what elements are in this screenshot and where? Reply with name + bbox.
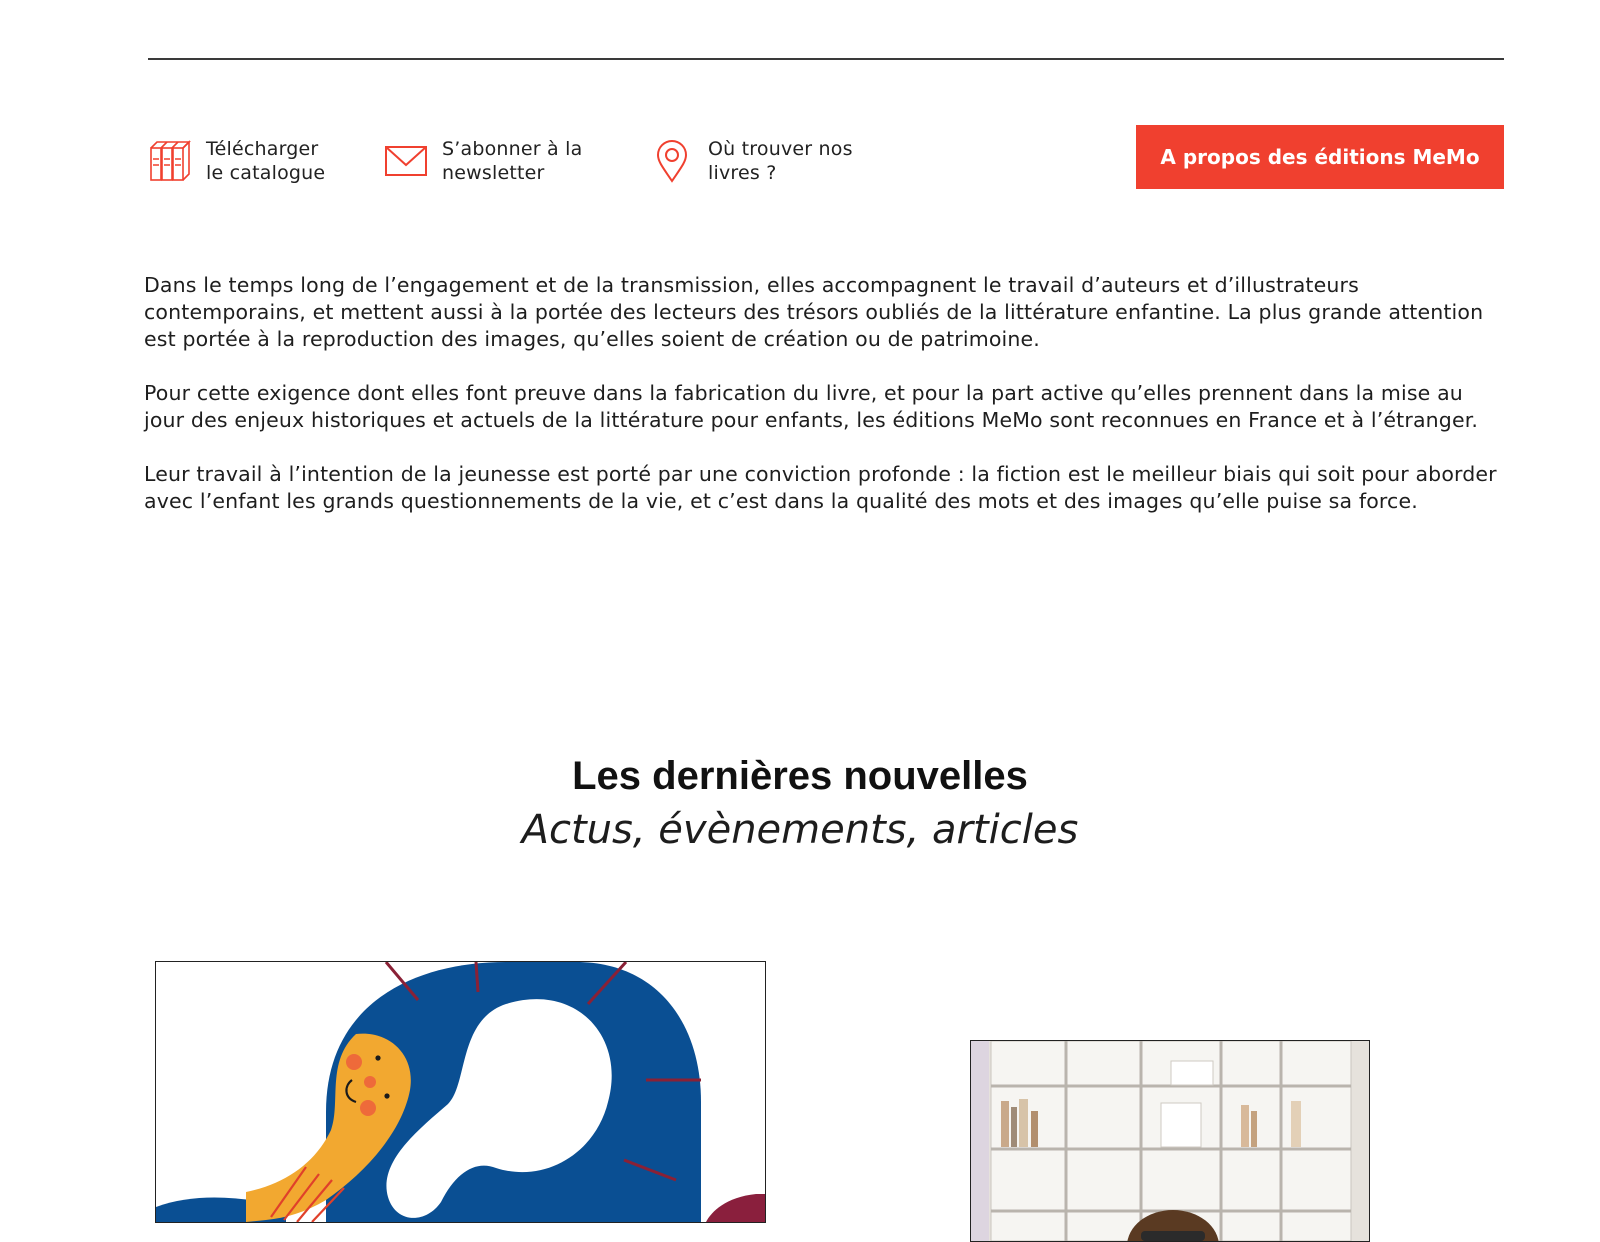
news-subtitle: Actus, évènements, articles bbox=[521, 807, 1079, 853]
newsletter-line2: newsletter bbox=[442, 162, 545, 184]
newsletter-subscribe-link[interactable] bbox=[384, 137, 582, 185]
quick-links-row bbox=[148, 125, 1504, 189]
download-catalogue-link[interactable] bbox=[148, 137, 325, 185]
download-catalogue-line1: Télécharger bbox=[206, 138, 319, 160]
newsletter-label bbox=[442, 137, 582, 185]
books-icon bbox=[148, 139, 192, 183]
news-title: Les dernières nouvelles bbox=[572, 754, 1028, 798]
news-card-photo[interactable] bbox=[970, 1040, 1370, 1242]
about-text bbox=[144, 272, 1504, 542]
where-to-buy-line1: Où trouver nos bbox=[708, 138, 853, 160]
news-section-header bbox=[0, 752, 1600, 858]
download-catalogue-label bbox=[206, 137, 325, 185]
download-catalogue-line2: le catalogue bbox=[206, 162, 326, 184]
about-memo-button[interactable]: A propos des éditions MeMo bbox=[1136, 125, 1504, 189]
where-to-buy-line2: livres ? bbox=[708, 162, 777, 184]
about-paragraph-1: Dans le temps long de l’engagement et de la transmission, elles accompagnent le travail d’auteurs et d’illustrateurs contemporains, et mettent aussi à la portée des lecteurs des trésors oubliés de la littérature enfantine. La plus grande attention est portée à la reproduction des images, qu’elles soient de création ou de patrimoine. bbox=[144, 273, 1484, 351]
newsletter-line1: S’abonner à la bbox=[442, 138, 583, 160]
about-paragraph-3: Leur travail à l’intention de la jeunesse est porté par une conviction profonde : la fiction est le meilleur biais qui soit pour aborder avec l’enfant les grands questionnements de la vie, et c’est dans la qualité des mots et des images qu’elle puise sa force. bbox=[144, 462, 1497, 513]
about-paragraph-2: Pour cette exigence dont elles font preuve dans la fabrication du livre, et pour la part active qu’elles prennent dans la mise au jour des enjeux historiques et actuels de la littérature pour enfants, les éditions MeMo sont reconnues en France et à l’étranger. bbox=[144, 381, 1479, 432]
envelope-icon bbox=[384, 139, 428, 183]
where-to-buy-link[interactable] bbox=[650, 137, 853, 185]
header-divider bbox=[148, 58, 1504, 60]
bookshelf-photo bbox=[971, 1041, 1369, 1241]
news-card-illustration[interactable] bbox=[155, 961, 766, 1223]
where-to-buy-label bbox=[708, 137, 853, 185]
illustration-image bbox=[156, 962, 765, 1222]
location-pin-icon bbox=[650, 139, 694, 183]
